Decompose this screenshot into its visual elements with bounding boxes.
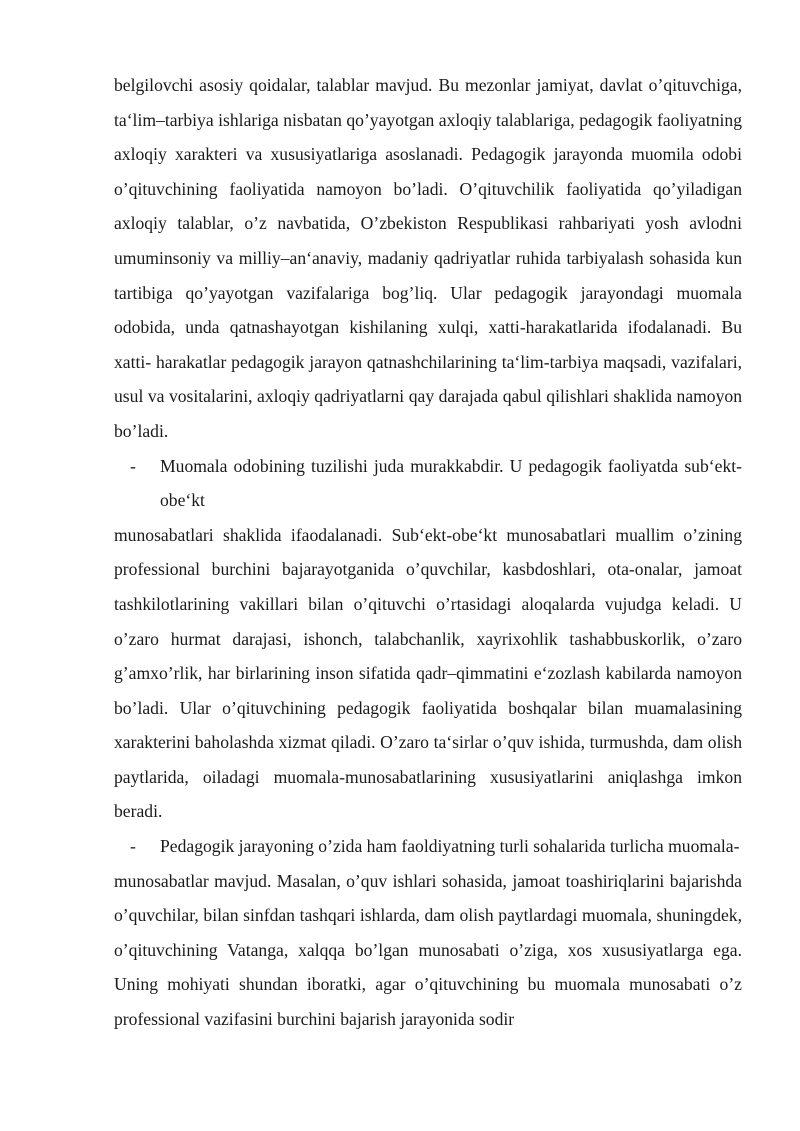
bullet-item-2	[114, 829, 742, 864]
bullet-dash-2: -	[130, 836, 136, 857]
bullet-dash-1: -	[130, 455, 136, 476]
paragraph-2: munosabatlari shaklida ifaodalanadi. Sub‘ekt-obe‘kt munosabatlari muallim o’zining professional burchini bajarayotganida o’quvchilar, kasbdoshlari, ota-onalar, jamoat tashkilotlarining vakillari bilan o’qituvchi o’rtasidagi aloqalarda vujudga keladi. U o’zaro hurmat darajasi, ishonch, talabchanlik, xayrixohlik tashabbuskorlik, o’zaro g’amxo’rlik, har birlarining inson sifatida qadr–qimmatini e‘zozlash kabilarda namoyon bo’ladi. Ular o’qituvchining pedagogik faoliyatida boshqalar bilan muamalasining xarakterini baholashda xizmat qiladi. O’zaro ta‘sirlar o’quv ishida, turmushda, dam olish paytlarida, oiladagi muomala-munosabatlarining xususiyatlarini aniqlashga imkon beradi.	[114, 524, 742, 822]
bullet-text-1: Muomala odobining tuzilishi juda murakkabdir. U pedagogik faoliyatda sub‘ekt-obe‘kt	[160, 455, 742, 511]
document-page	[114, 68, 742, 1037]
paragraph-3: munosabatlar mavjud. Masalan, o’quv ishlari sohasida, jamoat toashiriqlarini bajarishda o’quvchilar, bilan sinfdan tashqari ishlarda, dam olish paytlardagi muomala, shuningdek, o’qituvchining Vatanga, xalqqa bo’lgan munosabati o’ziga, xos xususiyatlarga ega. Uning mohiyati shundan iboratki, agar o’qituvchining bu muomala munosabati o’z professional vazifasini burchini bajarish jarayonida sodir	[114, 870, 742, 1030]
bullet-item-1	[114, 449, 742, 518]
bullet-text-2: Pedagogik jarayoning o’zida ham faoldiyatning turli sohalarida turlicha muomala-	[160, 836, 740, 857]
paragraph-1: belgilovchi asosiy qoidalar, talablar mavjud. Bu mezonlar jamiyat, davlat o’qituvchiga, ta‘lim–tarbiya ishlariga nisbatan qo’yayotgan axloqiy talablariga, pedagogik faoliyatning axloqiy xarakteri va xususiyatlariga asoslanadi. Pedagogik jarayonda muomila odobi o’qituvchining faoliyatida namoyon bo’ladi. O’qituvchilik faoliyatida qo’yiladigan axloqiy talablar, o’z navbatida, O’zbekiston Respublikasi rahbariyati yosh avlodni umuminsoniy va milliy–an‘anaviy, madaniy qadriyatlar ruhida tarbiyalash sohasida kun tartibiga qo’yayotgan vazifalariga bog’liq. Ular pedagogik jarayondagi muomala odobida, unda qatnashayotgan kishilaning xulqi, xatti-harakatlarida ifodalanadi. Bu xatti- harakatlar pedagogik jarayon qatnashchilarining ta‘lim-tarbiya maqsadi, vazifalari, usul va vositalarini, axloqiy qadriyatlarni qay darajada qabul qilishlari shaklida namoyon bo’ladi.	[114, 75, 742, 441]
